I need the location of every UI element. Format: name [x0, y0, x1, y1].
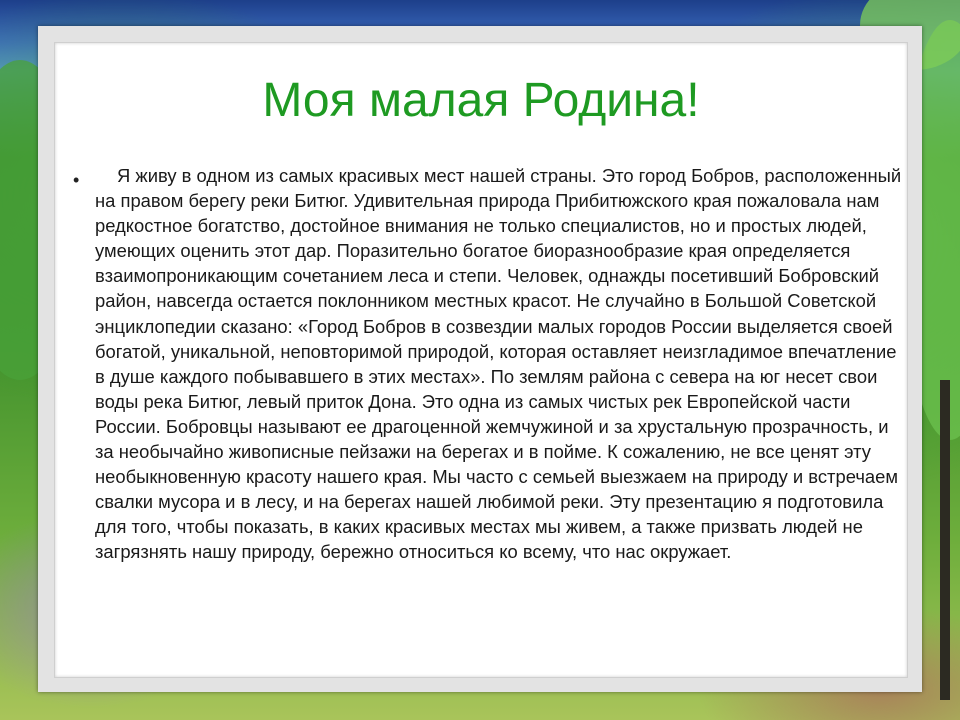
bullet-marker: •	[73, 170, 80, 190]
slide-title: Моя малая Родина!	[262, 74, 700, 127]
slide-panel	[54, 42, 908, 678]
background-tree-trunk	[940, 380, 950, 700]
slide-body-text: Я живу в одном из самых красивых мест нашей страны. Это город Бобров, расположенный на правом берегу реки Битюг. Удивительная природа Прибитюжского края пожаловала нам редкостное богатство, достойное внимания не только специалистов, но и простых людей, умеющих оценить этот дар. Поразительно богатое биоразнообразие края определяется взаимопроникающим сочетанием леса и степи. Человек, однажды посетивший Бобровский район, навсегда остается поклонником местных красот. Не случайно в Большой Советской энциклопедии сказано: «Город Бобров в созвездии малых городов России выделяется своей богатой, уникальной, неповторимой природой, которая оставляет неизгладимое впечатление в душе каждого побывавшего в этих местах». По землям района с севера на юг несет свои воды река Битюг, левый приток Дона. Это одна из самых чистых рек Европейской части России. Бобровцы называют ее драгоценной жемчужиной и за хрустальную прозрачность, и за необычайно живописные пейзажи на берегах и в пойме. К сожалению, не все ценят эту необыкновенную красоту нашего края. Мы часто с семьей выезжаем на природу и встречаем свалки мусора и в лесу, и на берегах нашей любимой реки. Эту презентацию я подготовила для того, чтобы показать, в каких красивых местах мы живем, а также призвать людей не загрязнять нашу природу, бережно относиться ко всему, что нас окружает.	[95, 165, 902, 563]
slide-frame	[38, 26, 922, 692]
